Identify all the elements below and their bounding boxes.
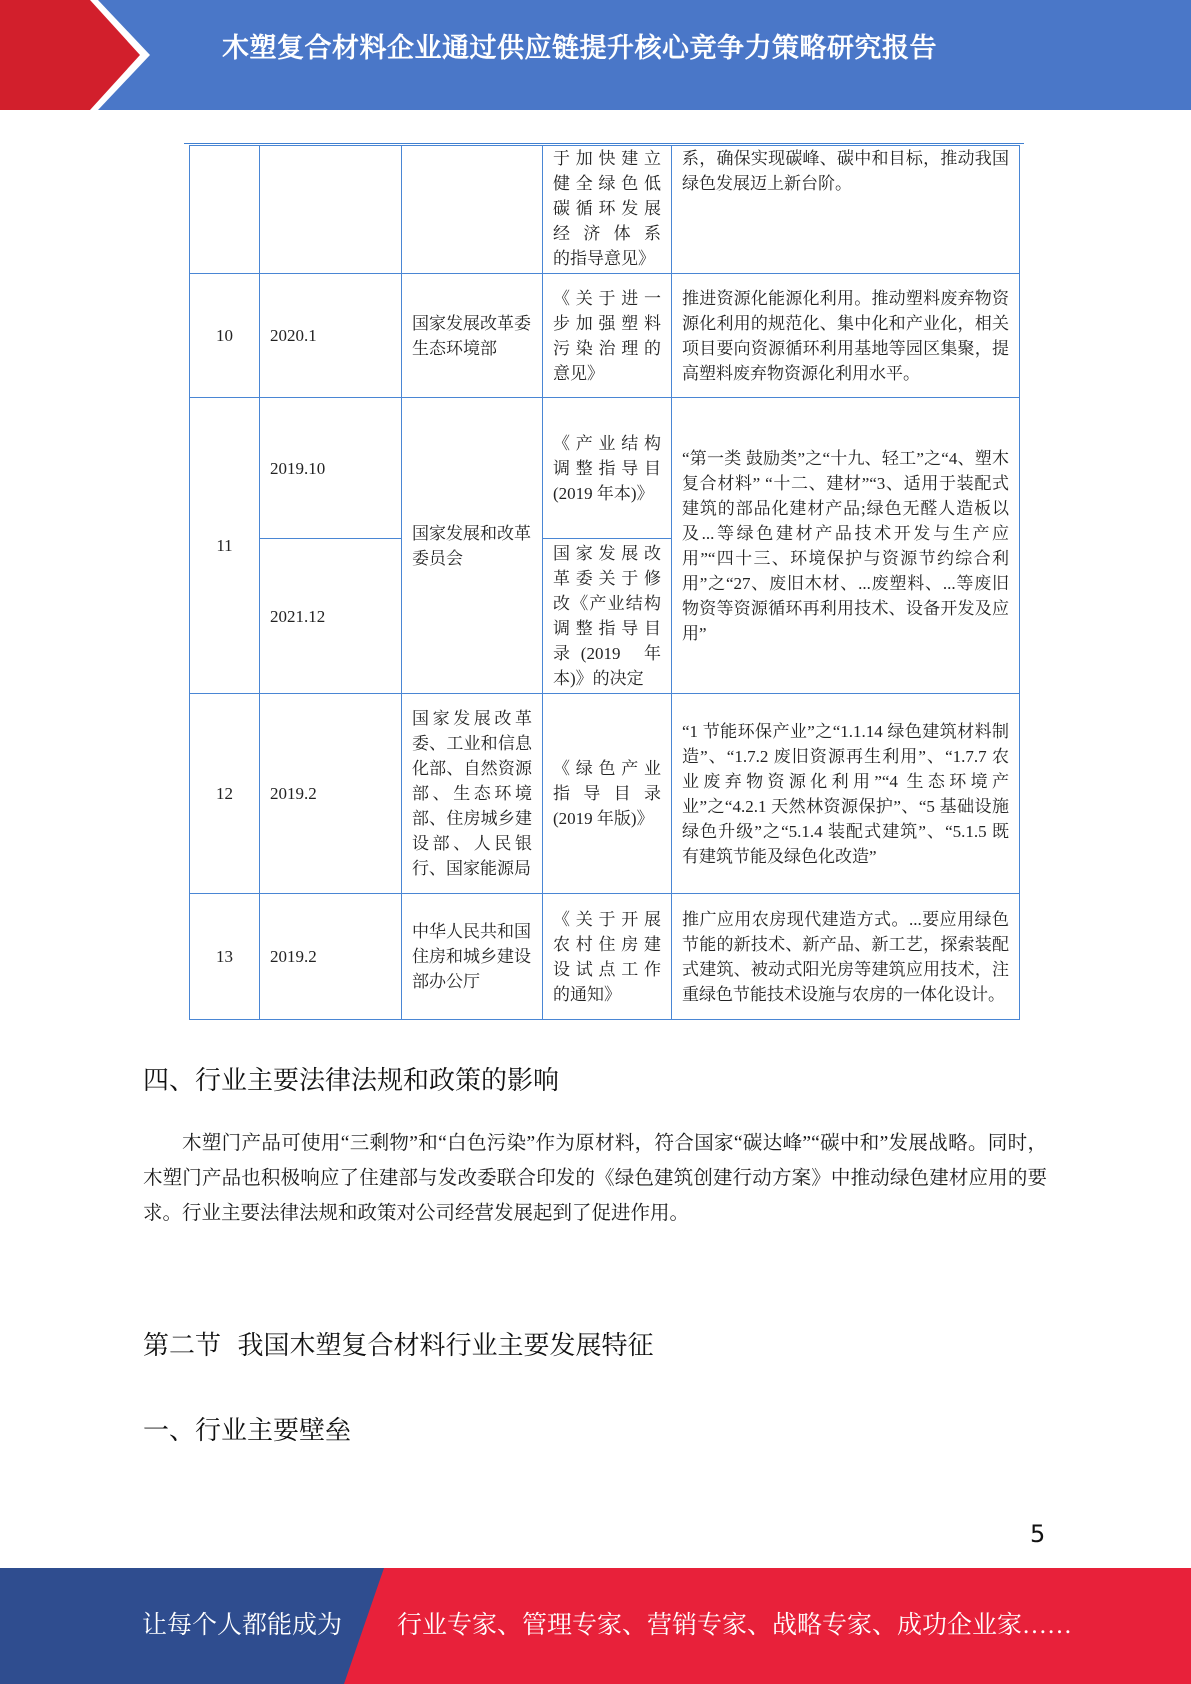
chapter-heading: 第二节 我国木塑复合材料行业主要发展特征 [143,1331,654,1361]
title-line: (2019 年本)》 [553,483,654,503]
row-title [543,894,672,1020]
page-footer [0,1568,1191,1684]
page-number: 5 [1030,1520,1046,1548]
row-number: 10 [190,274,260,398]
title-line: 步加强塑料 [553,313,661,333]
row-number: 12 [190,694,260,894]
title-line: 碳循环发展 [553,199,661,218]
title-line: (2019 年版)》 [553,809,654,828]
row-content: “1 节能环保产业”之“1.1.14 绿色建筑材料制造”、“1.7.2 废旧资源再生利用”、“1.7.7 农业废弃物资源化利用”“4 生态环境产业”之“4.2.1 天然林资源保护”、“5 基础设施绿色升级”之“5.1.4 装配式建筑”、“5.1.5 既有建筑节能及绿色化改造” [672,694,1020,894]
policy-table [189,145,1020,1020]
footer-slogan-right: 行业专家、管理专家、营销专家、战略专家、成功企业家…… [397,1612,1073,1639]
title-line: 健全绿色低 [553,174,661,193]
row-dept: 国家发展改革委、工业和信息化部、自然资源部、生态环境部、住房城乡建设部、人民银行、国家能源局 [402,694,543,894]
title-line: 改《产业结构 [553,594,661,613]
table-row [190,274,1020,398]
title-line: 录 (2019 年 [553,644,661,663]
row-date [260,146,402,274]
title-line: 《关于开展 [553,909,661,929]
title-line: 的通知》 [553,984,621,1004]
title-line: 《关于进一 [553,288,661,308]
row-dept [402,146,543,274]
title-line: 指导目录 [553,784,661,803]
title-line: 《绿色产业 [553,759,661,778]
row-dept: 中华人民共和国住房和城乡建设部办公厅 [402,894,543,1020]
row-content: 推进资源化能源化利用。推动塑料废弃物资源化利用的规范化、集中化和产业化，相关项目要向资源循环利用基地等园区集聚，提高塑料废弃物资源化利用水平。 [672,274,1020,398]
row-content: 推广应用农房现代建造方式。...要应用绿色节能的新技术、新产品、新工艺，探索装配式建筑、被动式阳光房等建筑应用技术，注重绿色节能技术设施与农房的一体化设计。 [672,894,1020,1020]
table-row [190,894,1020,1020]
row-title [543,274,672,398]
title-line: 革委关于修 [553,569,661,588]
title-line: 于加快建立 [553,149,661,168]
row-content: “第一类 鼓励类”之“十九、轻工”之“4、塑木复合材料” “十二、建材”“3、适用于装配式建筑的部品化建材产品;绿色无醛人造板以及...等绿色建材产品技术开发与生产应用”“四十三、环境保护与资源节约综合利用”之“27、废旧木材、...废塑料、...等废旧物资等资源循环再利用技术、设备开发及应用” [672,398,1020,694]
title-line: 农村住房建 [553,934,661,954]
row-number: 11 [190,398,260,694]
body-paragraph: 木塑门产品可使用“三剩物”和“白色污染”作为原材料，符合国家“碳达峰”“碳中和”发展战略。同时，木塑门产品也积极响应了住建部与发改委联合印发的《绿色建筑创建行动方案》中推动绿色建材应用的要求。行业主要法律法规和政策对公司经营发展起到了促进作用。 [143,1133,1047,1224]
title-line: 污染治理的 [553,338,661,358]
row-title [543,694,672,894]
title-line: 的指导意见》 [553,249,655,268]
row-dept: 国家发展和改革委员会 [402,398,543,694]
footer-slogan-left: 让每个人都能成为 [142,1612,343,1639]
table-row [190,398,1020,539]
title-line: 设试点工作 [553,959,661,979]
row-date: 2021.12 [260,539,402,694]
row-date: 2019.2 [260,694,402,894]
title-line: 经济体系 [553,224,661,243]
row-date: 2020.1 [260,274,402,398]
row-title [543,146,672,274]
table-row [190,694,1020,894]
section-heading: 四、行业主要法律法规和政策的影响 [143,1066,560,1096]
page-header [0,0,1191,110]
title-line: 调整指导目 [553,619,661,638]
row-number [190,146,260,274]
report-title: 木塑复合材料企业通过供应链提升核心竞争力策略研究报告 [222,33,937,64]
row-date: 2019.10 [260,398,402,539]
row-title [543,539,672,694]
title-line: 《产业结构 [553,433,661,453]
table-row [190,146,1020,274]
row-dept: 国家发展改革委生态环境部 [402,274,543,398]
title-line: 国家发展改 [553,544,661,563]
subsection-heading: 一、行业主要壁垒 [143,1416,352,1446]
title-line: 本)》的决定 [553,669,644,688]
title-line: 意见》 [553,363,604,383]
row-title [543,398,672,539]
title-line: 调整指导目 [553,458,661,478]
row-date: 2019.2 [260,894,402,1020]
table-top-rule [184,143,1024,144]
row-number: 13 [190,894,260,1020]
row-content: 系，确保实现碳峰、碳中和目标，推动我国绿色发展迈上新台阶。 [672,146,1020,274]
